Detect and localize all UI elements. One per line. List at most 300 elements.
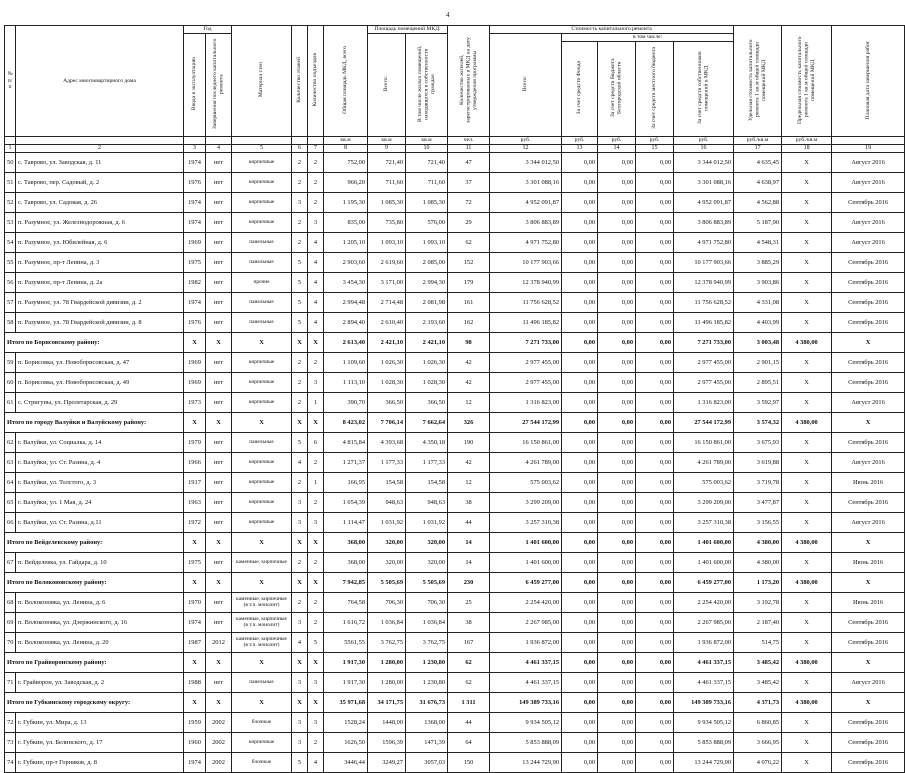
table-cell: 2002 <box>206 713 232 733</box>
table-cell: кирпичные <box>232 173 292 193</box>
table-cell: 366,50 <box>368 393 406 413</box>
col-cost-total-header: Всего: <box>522 75 529 92</box>
table-cell: 3 <box>308 673 324 693</box>
table-cell: 1 028,30 <box>406 373 448 393</box>
col-owners-header: За счет средств собственников помещений в МКД <box>697 51 710 124</box>
table-cell: 3 <box>308 213 324 233</box>
column-number-cell: 8 <box>324 145 368 153</box>
table-cell: 152 <box>448 253 490 273</box>
table-cell: 42 <box>448 453 490 473</box>
col-area-all-header: Всего: <box>383 75 390 92</box>
unit-cell: кв.м <box>406 137 448 145</box>
subtotal-cell: 98 <box>448 333 490 353</box>
table-cell: 3 299 209,00 <box>674 493 734 513</box>
table-cell: 2 901,15 <box>734 353 782 373</box>
table-cell: 706,30 <box>368 593 406 613</box>
table-cell: каменные, кирпичные <box>232 553 292 573</box>
table-cell: 0,00 <box>598 293 636 313</box>
subtotal-cell: Х <box>206 653 232 673</box>
table-cell: 0,00 <box>562 633 598 653</box>
table-cell: 3 485,42 <box>734 673 782 693</box>
table-cell: 4 076,22 <box>734 753 782 773</box>
table-cell: Х <box>782 233 832 253</box>
table-row <box>5 713 905 733</box>
table-cell: Х <box>782 473 832 493</box>
table-cell: 6 <box>308 433 324 453</box>
table-cell: 576,00 <box>406 213 448 233</box>
table-cell: п. Разумное, пр-т Ленина, д. 3 <box>16 253 184 273</box>
table-cell: 0,00 <box>562 273 598 293</box>
table-cell: 0,00 <box>598 353 636 373</box>
table-cell: 0,00 <box>636 353 674 373</box>
table-cell: Сентябрь 2016 <box>832 613 905 633</box>
column-number-cell: 5 <box>232 145 292 153</box>
table-row <box>5 733 905 753</box>
table-cell: 320,00 <box>406 553 448 573</box>
table-cell: 1596,39 <box>368 733 406 753</box>
table-cell: 57 <box>5 293 16 313</box>
subtotal-cell: Х <box>292 413 308 433</box>
table-cell: 62 <box>448 673 490 693</box>
table-cell: 58 <box>5 313 16 333</box>
col-address-header: Адрес многоквартирного дома <box>16 26 184 137</box>
subtotal-cell: 2 421,10 <box>406 333 448 353</box>
col-num-header: № п/п <box>5 26 16 137</box>
table-cell: 38 <box>448 493 490 513</box>
table-cell: 0,00 <box>636 453 674 473</box>
table-cell: 0,00 <box>598 153 636 173</box>
table-cell: нет <box>206 473 232 493</box>
table-cell: 0,00 <box>598 173 636 193</box>
table-cell: 368,00 <box>324 553 368 573</box>
subtotal-cell: 2 421,10 <box>368 333 406 353</box>
table-cell: нет <box>206 553 232 573</box>
table-cell: 2 619,60 <box>368 253 406 273</box>
table-cell: 1626,50 <box>324 733 368 753</box>
table-cell: 3 903,86 <box>734 273 782 293</box>
table-cell: 0,00 <box>562 473 598 493</box>
table-cell: 1 085,30 <box>368 193 406 213</box>
subtotal-cell: 35 971,68 <box>324 693 368 713</box>
subtotal-row <box>5 573 905 593</box>
col-year-last-header: Завершения последнего капитального ремонта <box>212 38 225 129</box>
table-cell: Х <box>782 393 832 413</box>
subtotal-cell: 149 389 733,16 <box>490 693 562 713</box>
subtotal-cell: Х <box>832 413 905 433</box>
table-cell: 0,00 <box>636 713 674 733</box>
table-cell: нет <box>206 393 232 413</box>
table-cell: 966,20 <box>324 173 368 193</box>
table-cell: 2 <box>308 553 324 573</box>
table-cell: каменные, кирпичные (в т.ч. монолит) <box>232 613 292 633</box>
subtotal-cell: 62 <box>448 653 490 673</box>
table-cell: 16 150 861,00 <box>490 433 562 453</box>
unit-cell <box>184 137 206 145</box>
table-cell: 4 <box>308 273 324 293</box>
table-cell: кирпичные <box>232 393 292 413</box>
table-cell: 3 <box>292 713 308 733</box>
subtotal-cell: 4 380,00 <box>734 533 782 553</box>
table-row <box>5 193 905 213</box>
unit-cell <box>16 137 184 145</box>
table-cell: Август 2016 <box>832 513 905 533</box>
table-cell: Х <box>782 733 832 753</box>
table-cell: 5 <box>292 433 308 453</box>
table-cell: 4 331,08 <box>734 293 782 313</box>
table-cell: 4 <box>308 313 324 333</box>
table-cell: 60 <box>5 373 16 393</box>
subtotal-cell: 5 505,69 <box>368 573 406 593</box>
table-cell: 0,00 <box>636 613 674 633</box>
table-cell: 1 026,30 <box>406 353 448 373</box>
table-cell: п. Вейделевка, ул. Гайдара, д. 10 <box>16 553 184 573</box>
table-cell: 0,00 <box>562 553 598 573</box>
table-cell: прочие <box>232 273 292 293</box>
subtotal-cell: 14 <box>448 533 490 553</box>
table-cell: панельные <box>232 673 292 693</box>
table-cell: 1 026,30 <box>368 353 406 373</box>
subtotal-cell: 6 459 277,00 <box>490 573 562 593</box>
table-cell: 3 666,95 <box>734 733 782 753</box>
table-cell: 1 316 823,00 <box>490 393 562 413</box>
table-cell: 2 994,48 <box>324 293 368 313</box>
unit-cell: чел. <box>448 137 490 145</box>
table-cell: 0,00 <box>562 353 598 373</box>
table-cell: Август 2016 <box>832 393 905 413</box>
table-cell: 5 <box>292 273 308 293</box>
subtotal-cell: 1 401 600,00 <box>490 533 562 553</box>
table-cell: 514,75 <box>734 633 782 653</box>
subtotal-cell: 1 230,80 <box>406 653 448 673</box>
subtotal-label: Итого по Борисовскому району: <box>5 333 184 353</box>
table-row <box>5 313 905 333</box>
table-cell: 0,00 <box>636 553 674 573</box>
subtotal-cell: 3 485,42 <box>734 653 782 673</box>
table-cell: 3057,03 <box>406 753 448 773</box>
table-cell: 1 177,33 <box>368 453 406 473</box>
table-cell: 2 <box>292 473 308 493</box>
table-cell: 2 977 455,00 <box>490 353 562 373</box>
table-cell: 2 <box>292 593 308 613</box>
table-cell: 3 806 883,89 <box>490 213 562 233</box>
table-cell: Х <box>782 633 832 653</box>
col-local-header: За счет средств местного бюджета <box>651 46 658 129</box>
table-cell: нет <box>206 293 232 313</box>
table-cell: 1976 <box>184 173 206 193</box>
table-cell: 2 <box>292 153 308 173</box>
table-cell: 1969 <box>184 353 206 373</box>
table-row <box>5 353 905 373</box>
table-cell: 711,60 <box>368 173 406 193</box>
table-cell: 4 562,88 <box>734 193 782 213</box>
table-cell: 3 301 088,16 <box>490 173 562 193</box>
table-cell: 12 <box>448 393 490 413</box>
subtotal-row <box>5 533 905 553</box>
col-area-living-header: В том числе жилых помещений, находящихся в собственности граждан <box>416 45 436 122</box>
table-cell: 13 244 729,90 <box>674 753 734 773</box>
table-cell: 11 496 185,82 <box>490 313 562 333</box>
table-cell: 2 187,40 <box>734 613 782 633</box>
table-cell: 0,00 <box>562 673 598 693</box>
subtotal-cell: Х <box>232 693 292 713</box>
subtotal-cell: Х <box>206 533 232 553</box>
subtotal-cell: Х <box>832 533 905 553</box>
table-cell: 1 936 872,00 <box>674 633 734 653</box>
table-cell: 4 <box>292 453 308 473</box>
table-cell: 4 393,68 <box>368 433 406 453</box>
table-cell: 0,00 <box>598 493 636 513</box>
table-cell: п. Волоконовка, ул. Ленина, д. 20 <box>16 633 184 653</box>
table-cell: нет <box>206 213 232 233</box>
table-cell: 12 378 940,99 <box>674 273 734 293</box>
table-cell: Х <box>782 433 832 453</box>
table-cell: 0,00 <box>598 193 636 213</box>
subtotal-cell: 4 461 337,15 <box>674 653 734 673</box>
subtotal-cell: 2 613,40 <box>324 333 368 353</box>
col-entrances-header: Количество подъездов <box>312 53 319 107</box>
table-cell: 3 <box>292 613 308 633</box>
table-cell: п. Разумное, ул. 78 Гвардейской дивизии, д. 2 <box>16 293 184 313</box>
table-cell: 0,00 <box>562 393 598 413</box>
table-cell: 0,00 <box>562 733 598 753</box>
table-cell: 53 <box>5 213 16 233</box>
table-cell: 2 <box>292 373 308 393</box>
column-number-cell: 18 <box>782 145 832 153</box>
subtotal-cell: 1 401 600,00 <box>674 533 734 553</box>
table-cell: 2 <box>292 233 308 253</box>
column-number-cell: 7 <box>308 145 324 153</box>
table-cell: 1 195,30 <box>324 193 368 213</box>
subtotal-cell: 0,00 <box>636 413 674 433</box>
column-number-cell: 17 <box>734 145 782 153</box>
table-cell: Х <box>782 553 832 573</box>
table-cell: 575 003,62 <box>674 473 734 493</box>
table-cell: п. Борисовка, ул. Новоборисовская, д. 47 <box>16 353 184 373</box>
table-cell: г. Валуйки, ул. Ст. Разина, д.11 <box>16 513 184 533</box>
table-cell: нет <box>206 593 232 613</box>
col-regional-header: За счет средств бюджета Белгородской области <box>610 58 623 117</box>
table-cell: Сентябрь 2016 <box>832 313 905 333</box>
table-cell: 0,00 <box>562 213 598 233</box>
table-cell: 13 244 729,90 <box>490 753 562 773</box>
table-cell: 1 036,84 <box>406 613 448 633</box>
table-cell: нет <box>206 193 232 213</box>
table-cell: г. Валуйки, ул. 1 Мая, д. 24 <box>16 493 184 513</box>
table-cell: 2 <box>292 353 308 373</box>
col-max-cost-header: Предельная стоимость капитального ремонта 1 кв.м общей площади помещений МКД <box>796 35 816 124</box>
table-cell: Х <box>782 193 832 213</box>
table-cell: 2012 <box>206 633 232 653</box>
table-cell: Июнь 2016 <box>832 553 905 573</box>
subtotal-label: Итого по Вейделевскому району: <box>5 533 184 553</box>
table-cell: 11 756 628,52 <box>674 293 734 313</box>
subtotal-cell: 7 942,85 <box>324 573 368 593</box>
table-cell: 1 401 600,00 <box>674 553 734 573</box>
table-cell: кирпичные <box>232 213 292 233</box>
table-cell: 1448,00 <box>368 713 406 733</box>
table-cell: 16 150 861,00 <box>674 433 734 453</box>
table-cell: 0,00 <box>636 393 674 413</box>
table-row <box>5 213 905 233</box>
table-cell: 1974 <box>184 753 206 773</box>
table-cell: 835,00 <box>324 213 368 233</box>
table-cell: 2 267 985,00 <box>490 613 562 633</box>
table-cell: 63 <box>5 453 16 473</box>
table-cell: 65 <box>5 493 16 513</box>
table-cell: Х <box>782 313 832 333</box>
table-cell: Х <box>782 753 832 773</box>
table-cell: панельные <box>232 293 292 313</box>
table-cell: 161 <box>448 293 490 313</box>
table-cell: 2 610,40 <box>368 313 406 333</box>
table-cell: 0,00 <box>636 173 674 193</box>
table-cell: Х <box>782 513 832 533</box>
table-cell: 0,00 <box>562 613 598 633</box>
table-cell: 4 <box>292 633 308 653</box>
table-cell: нет <box>206 233 232 253</box>
table-cell: Август 2016 <box>832 153 905 173</box>
table-cell: 9 934 505,12 <box>490 713 562 733</box>
table-cell: 1917 <box>184 473 206 493</box>
col-material-header: Материал стен <box>258 62 265 98</box>
subtotal-cell: 4 380,00 <box>782 413 832 433</box>
table-cell: 4 380,00 <box>734 553 782 573</box>
table-cell: кирпичные <box>232 193 292 213</box>
table-cell: 154,58 <box>406 473 448 493</box>
table-row <box>5 633 905 653</box>
table-cell: 0,00 <box>636 373 674 393</box>
table-cell: 0,00 <box>562 433 598 453</box>
table-cell: 1 <box>308 473 324 493</box>
table-cell: 3 762,75 <box>368 633 406 653</box>
subtotal-cell: 4 371,73 <box>734 693 782 713</box>
subtotal-cell: Х <box>832 333 905 353</box>
table-row <box>5 173 905 193</box>
table-cell: каменные, кирпичные (в т.ч. монолит) <box>232 633 292 653</box>
table-cell: 1 093,10 <box>368 233 406 253</box>
table-cell: нет <box>206 493 232 513</box>
table-cell: 0,00 <box>598 593 636 613</box>
column-number-cell: 15 <box>636 145 674 153</box>
subtotal-cell: Х <box>292 573 308 593</box>
table-cell: 0,00 <box>562 313 598 333</box>
table-cell: 0,00 <box>636 753 674 773</box>
unit-cell: руб. <box>490 137 562 145</box>
table-cell: 764,58 <box>324 593 368 613</box>
column-number-cell: 16 <box>674 145 734 153</box>
table-cell: кирпичные <box>232 453 292 473</box>
table-cell: 4 461 337,15 <box>490 673 562 693</box>
table-cell: 320,00 <box>368 553 406 573</box>
table-row <box>5 153 905 173</box>
subtotal-cell: 0,00 <box>636 693 674 713</box>
column-number-cell: 4 <box>206 145 232 153</box>
subtotal-label: Итого по городу Валуйки и Валуйскому району: <box>5 413 184 433</box>
table-cell: 44 <box>448 713 490 733</box>
subtotal-cell: 3 003,48 <box>734 333 782 353</box>
table-cell: нет <box>206 673 232 693</box>
column-number-cell: 9 <box>368 145 406 153</box>
table-cell: 4 971 752,80 <box>490 233 562 253</box>
table-cell: 166,95 <box>324 473 368 493</box>
table-cell: 0,00 <box>562 193 598 213</box>
subtotal-cell: 0,00 <box>636 333 674 353</box>
subtotal-cell: Х <box>308 333 324 353</box>
subtotal-cell: Х <box>184 693 206 713</box>
table-cell: 62 <box>5 433 16 453</box>
table-cell: 366,50 <box>406 393 448 413</box>
table-cell: 0,00 <box>562 593 598 613</box>
subtotal-cell: 0,00 <box>636 573 674 593</box>
subtotal-cell: 149 389 733,16 <box>674 693 734 713</box>
subtotal-cell: Х <box>308 653 324 673</box>
table-cell: нет <box>206 173 232 193</box>
table-cell: 4 638,97 <box>734 173 782 193</box>
table-cell: 3 344 012,50 <box>490 153 562 173</box>
table-cell: 3 156,55 <box>734 513 782 533</box>
subtotal-cell: Х <box>232 413 292 433</box>
table-cell: г. Губкин, ул. Мира, д. 13 <box>16 713 184 733</box>
table-cell: нет <box>206 273 232 293</box>
table-cell: 5 187,90 <box>734 213 782 233</box>
table-cell: 14 <box>448 553 490 573</box>
table-row <box>5 273 905 293</box>
table-cell: 1 109,60 <box>324 353 368 373</box>
table-cell: 5561,55 <box>324 633 368 653</box>
table-cell: 4 952 091,87 <box>674 193 734 213</box>
unit-cell: кв.м <box>324 137 368 145</box>
table-row <box>5 453 905 473</box>
unit-cell: руб. <box>562 137 598 145</box>
table-cell: 0,00 <box>562 153 598 173</box>
table-cell: г. Губкин, пр-т Горняков, д. 8 <box>16 753 184 773</box>
table-cell: 4 403,99 <box>734 313 782 333</box>
column-number-cell: 14 <box>598 145 636 153</box>
table-cell: 2 994,30 <box>406 273 448 293</box>
table-cell: 3 <box>308 713 324 733</box>
table-cell: кирпичные <box>232 513 292 533</box>
subtotal-cell: 4 380,00 <box>782 693 832 713</box>
subtotal-cell: Х <box>832 693 905 713</box>
table-cell: 1 316 823,00 <box>674 393 734 413</box>
table-cell: 1974 <box>184 613 206 633</box>
subtotal-cell: 368,00 <box>324 533 368 553</box>
subtotal-cell: 326 <box>448 413 490 433</box>
col-incl-header: в том числе: <box>562 33 734 41</box>
subtotal-cell: Х <box>184 533 206 553</box>
table-cell: 4 350,18 <box>406 433 448 453</box>
table-cell: 1975 <box>184 553 206 573</box>
table-cell: 1976 <box>184 313 206 333</box>
table-cell: Сентябрь 2016 <box>832 293 905 313</box>
table-cell: Х <box>782 373 832 393</box>
table-cell: панельные <box>232 433 292 453</box>
table-cell: 735,80 <box>368 213 406 233</box>
table-cell: 0,00 <box>598 633 636 653</box>
table-row <box>5 673 905 693</box>
subtotal-cell: 0,00 <box>598 693 636 713</box>
table-cell: 179 <box>448 273 490 293</box>
col-residents-header: Количество жителей, зарегистрированных в МКД на дату утверждения программы <box>458 36 478 123</box>
table-cell: 4 815,84 <box>324 433 368 453</box>
table-cell: 68 <box>5 593 16 613</box>
table-cell: 0,00 <box>598 433 636 453</box>
table-cell: 42 <box>448 373 490 393</box>
table-cell: 44 <box>448 513 490 533</box>
table-cell: кирпичные <box>232 353 292 373</box>
column-number-cell: 12 <box>490 145 562 153</box>
subtotal-label: Итого по Грайворонскому району: <box>5 653 184 673</box>
